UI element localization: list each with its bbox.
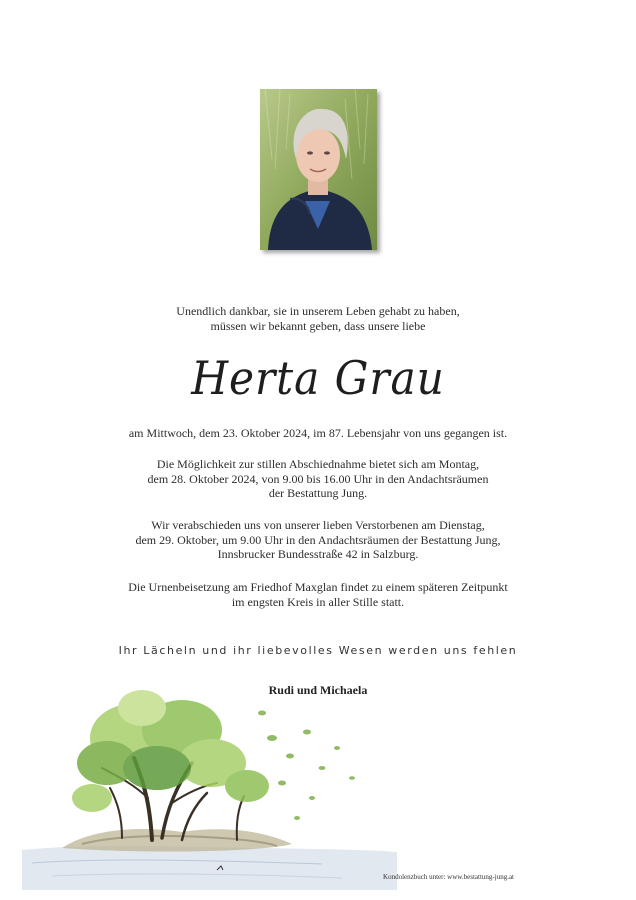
portrait-image [260, 89, 377, 250]
farewell-info [0, 518, 636, 562]
viewing-line: Die Möglichkeit zur stillen Abschiednahme bietet sich am Montag, [156, 457, 480, 471]
condolence-link[interactable]: Kondolenzbuch unter: www.bestattung-jung.at [383, 873, 514, 881]
portrait-photo [260, 89, 377, 250]
deceased-name: Herta Grau [191, 351, 445, 405]
urn-line: im engsten Kreis in aller Stille statt. [231, 594, 405, 609]
death-notice [0, 426, 636, 441]
death-notice-line: am Mittwoch, dem 23. Oktober 2024, im 87. Lebensjahr von uns gegangen ist. [128, 426, 508, 440]
viewing-line: der Bestattung Jung. [268, 486, 368, 500]
farewell-line: Wir verabschieden uns von unserer lieben Verstorbenen am Dienstag, [151, 518, 485, 532]
mourners-signature: Rudi und Michaela [268, 683, 368, 697]
viewing-info [0, 457, 636, 501]
urn-info [0, 580, 636, 609]
intro-line: müssen wir bekannt geben, dass unsere liebe [210, 318, 426, 333]
intro-line: Unendlich dankbar, sie in unserem Leben gehabt zu haben, [176, 304, 460, 318]
viewing-line: dem 28. Oktober 2024, von 9.00 bis 16.00 Uhr in den Andachtsräumen [147, 471, 489, 486]
motto: Ihr Lächeln und ihr liebevolles Wesen werden uns fehlen [118, 644, 518, 657]
tree-icon [22, 668, 402, 890]
intro-text [0, 304, 636, 333]
farewell-line: dem 29. Oktober, um 9.00 Uhr in den Andachtsräumen der Bestattung Jung, [135, 532, 501, 547]
urn-line: Die Urnenbeisetzung am Friedhof Maxglan findet zu einem späteren Zeitpunkt [128, 580, 508, 594]
farewell-line: Innsbrucker Bundesstraße 42 in Salzburg. [217, 547, 419, 561]
tree-illustration [22, 668, 402, 890]
